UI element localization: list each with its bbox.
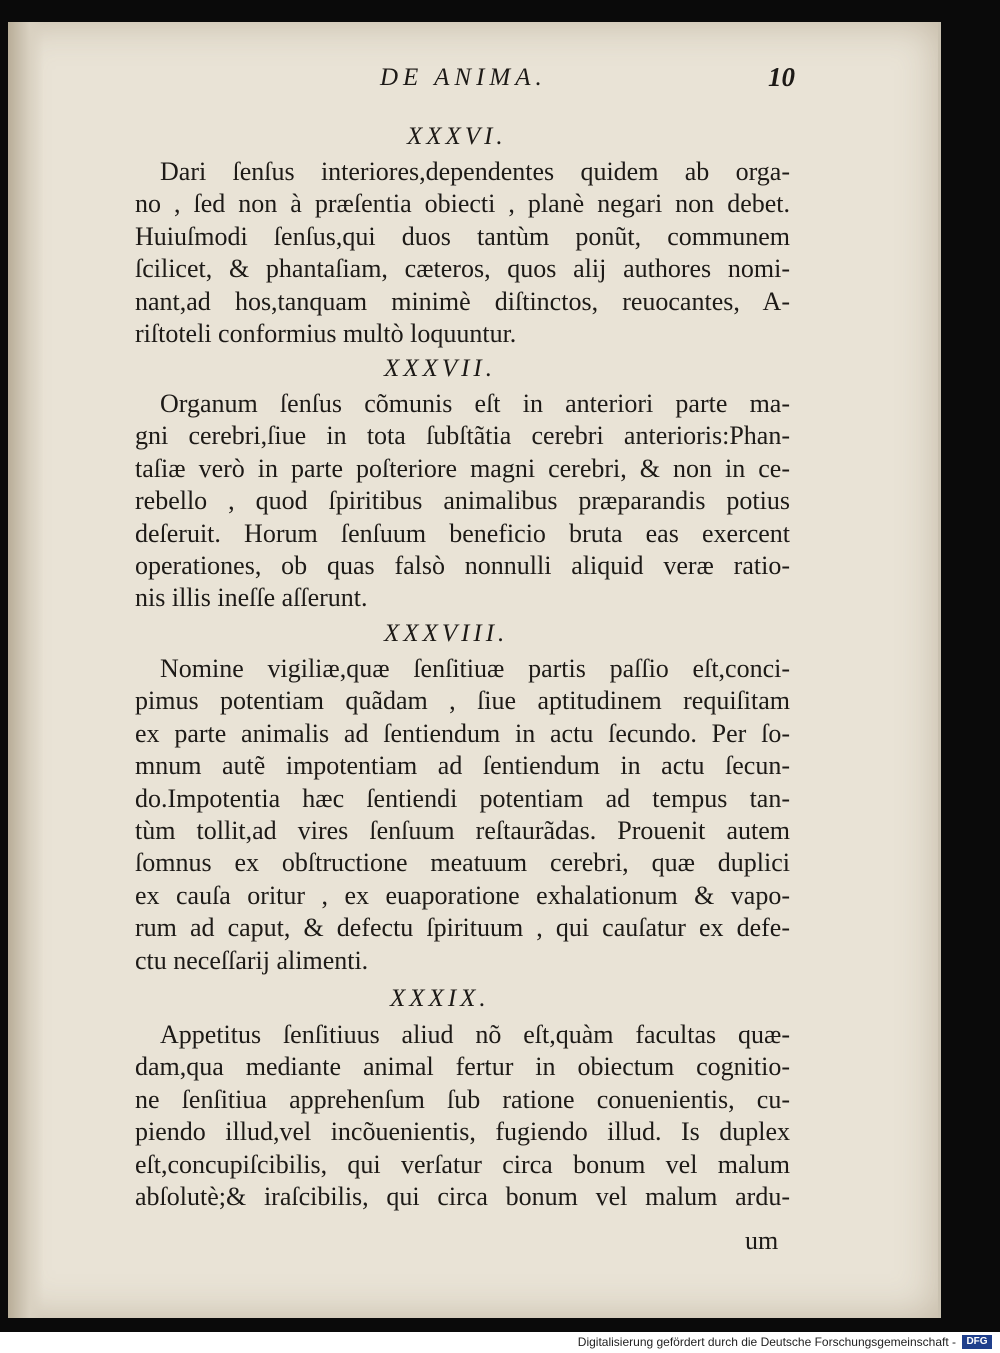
text-line: operationes, ob quas falsò nonnulli aliquid veræ ratio- <box>135 550 790 580</box>
text-line: mnum autẽ impotentiam ad ſentiendum in actu ſecun- <box>135 751 790 781</box>
catchword: um <box>745 1226 779 1255</box>
text-line: Huiuſmodi ſenſus,qui duos tantùm ponũt, communem <box>135 221 790 251</box>
section-heading: XXXIX. <box>390 985 490 1012</box>
text-line: nant,ad hos,tanquam minimè diſtinctos, reuocantes, A- <box>135 286 790 316</box>
text-line: Dari ſenſus interiores,dependentes quidem ab orga- <box>160 157 790 186</box>
page-gutter <box>8 22 44 1318</box>
text-line: do.Impotentia hæc ſentiendi potentiam ad tempus tan- <box>135 783 790 813</box>
text-line: Organum ſenſus cõmunis eſt in anteriori parte ma- <box>160 389 790 418</box>
section-heading: XXXVIII. <box>384 620 509 647</box>
text-line: piendo illud,vel incõuenientis, fugiendo illud. Is duplex <box>135 1117 790 1147</box>
text-line: dam,qua mediante animal fertur in obiectum cognitio- <box>135 1052 790 1082</box>
text-line: rebello , quod ſpiritibus animalibus præparandis potius <box>135 486 790 516</box>
text-line: ctu neceſſarij alimenti. <box>135 945 369 975</box>
text-line: Appetitus ſenſitiuus aliud nõ eſt,quàm facultas quæ- <box>160 1020 790 1049</box>
text-line: ex parte animalis ad ſentiendum in actu ſecundo. Per ſo- <box>135 718 790 748</box>
text-line: tùm tollit,ad vires ſenſuum reſtaurãdas. Prouenit autem <box>135 815 790 845</box>
running-head: DE ANIMA. <box>380 64 547 91</box>
text-line: deſeruit. Horum ſenſuum beneficio bruta eas exercent <box>135 518 790 548</box>
section-heading: XXXVI. <box>407 123 507 150</box>
digitization-footer <box>0 1332 1000 1353</box>
section-body <box>135 1019 790 1213</box>
section-body <box>135 388 790 615</box>
text-line: riſtoteli conformius multò loquuntur. <box>135 318 517 348</box>
text-line: eſt,concupiſcibilis, qui verſatur circa bonum vel malum <box>135 1149 790 1179</box>
text-line: taſiæ verò in parte poſteriore magni cerebri, & non in ce- <box>135 453 790 483</box>
text-line: abſolutè;& iraſcibilis, qui circa bonum vel malum ardu- <box>135 1181 790 1211</box>
page-number: 10 <box>768 62 795 92</box>
text-line: ex cauſa oritur , ex euaporatione exhalationum & vapo- <box>135 880 790 910</box>
section-body <box>135 156 790 350</box>
section-heading: XXXVII. <box>384 355 496 382</box>
funding-notice: Digitalisierung gefördert durch die Deutsche Forschungsgemeinschaft - <box>577 1335 956 1349</box>
text-line: no , ſed non à præſentia obiecti , planè negari non debet. <box>135 189 790 219</box>
text-line: ſomnus ex obſtructione meatuum cerebri, quæ duplici <box>135 848 790 878</box>
section-body <box>135 653 790 977</box>
text-line: rum ad caput, & defectu ſpirituum , qui cauſatur ex defe- <box>135 913 790 943</box>
text-line: nis illis ineſſe aſſerunt. <box>135 583 368 613</box>
text-line: pimus potentiam quãdam , ſiue aptitudinem requiſitam <box>135 686 790 716</box>
text-line: ne ſenſitiua apprehenſum ſub ratione conuenientis, cu- <box>135 1084 790 1114</box>
text-line: gni cerebri,ſiue in tota ſubſtãtia cerebri anterioris:Phan- <box>135 421 790 451</box>
text-line: Nomine vigiliæ,quæ ſenſitiuæ partis paſſio eſt,conci- <box>160 654 790 683</box>
text-line: ſcilicet, & phantaſiam, cæteros, quos alij authores nomi- <box>135 254 790 284</box>
dfg-logo-icon: DFG <box>962 1335 992 1349</box>
